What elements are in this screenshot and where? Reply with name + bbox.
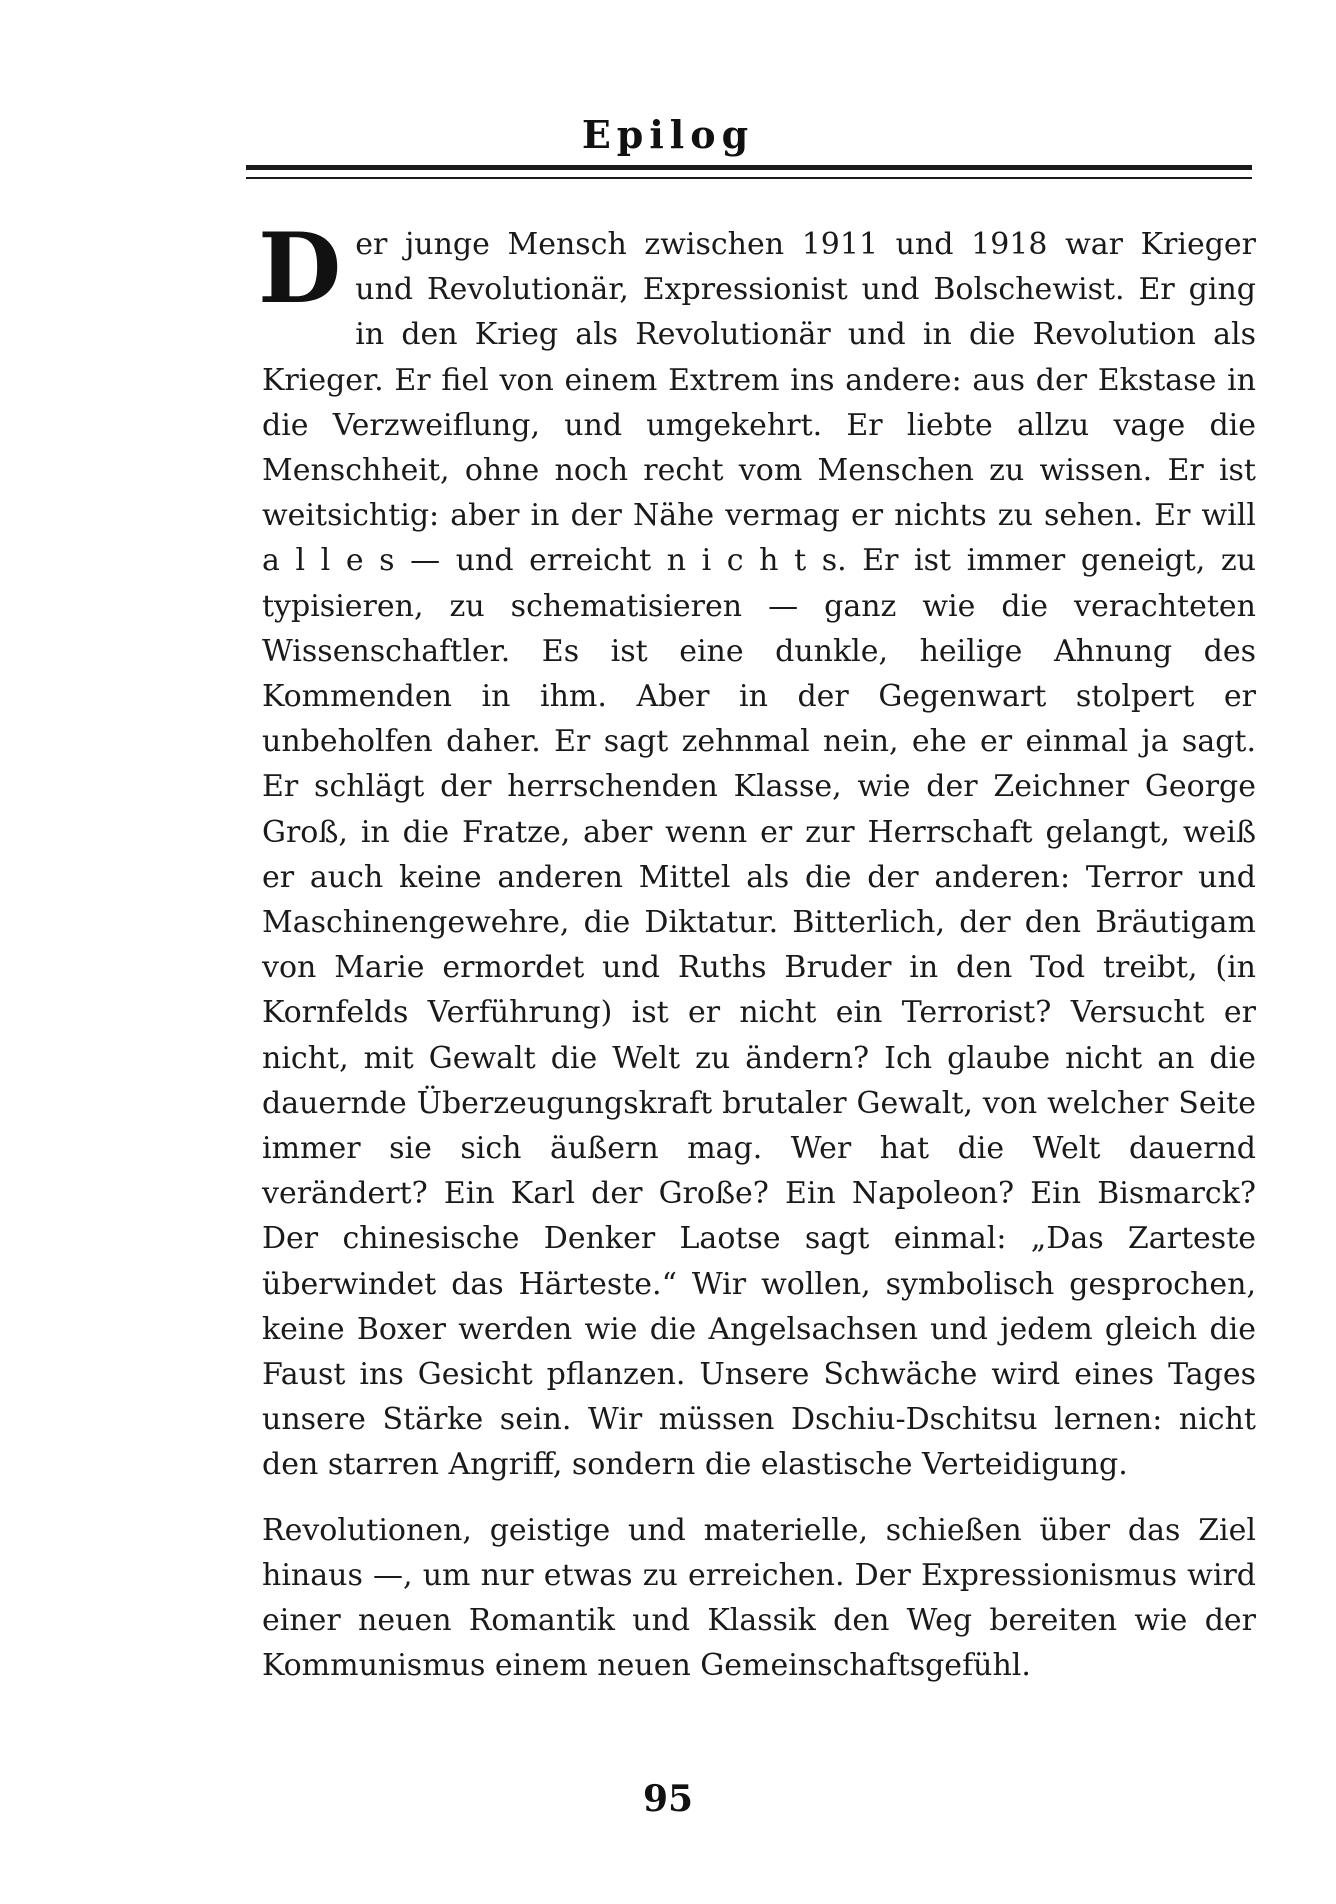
- paragraph-2-text: Revolutionen, geistige und materielle, schießen über das Ziel hinaus —, um nur etwas zu erreichen. Der Expressionismus wird einer neuen Romantik und Klassik den Weg bereiten wie der Kommunismus einem neuen Gemeinschaftsgefühl.: [262, 1512, 1256, 1684]
- paragraph-1-text: er junge Mensch zwischen 1911 und 1918 war Krieger und Revolutionär, Expressionist und Bolschewist. Er ging in den Krieg als Revolutionär und in die Revolution als Krieger. Er fiel von einem Extrem ins andere: aus der Ekstase in die Verzweiflung, und umgekehrt. Er liebte allzu vage die Menschheit, ohne noch recht vom Menschen zu wissen. Er ist weitsichtig: aber in der Nähe vermag er nichts zu sehen. Er will a l l e s — und erreicht n i c h t s. Er ist immer geneigt, zu typisieren, zu schematisieren — ganz wie die verachteten Wissenschaftler. Es ist eine dunkle, heilige Ahnung des Kommenden in ihm. Aber in der Gegenwart stolpert er unbeholfen daher. Er sagt zehnmal nein, ehe er einmal ja sagt. Er schlägt der herrschenden Klasse, wie der Zeichner George Groß, in die Fratze, aber wenn er zur Herrschaft gelangt, weiß er auch keine anderen Mittel als die der anderen: Terror und Maschinengewehre, die Diktatur. Bitterlich, der den Bräutigam von Marie ermordet und Ruths Bruder in den Tod treibt, (in Kornfelds Verführung) ist er nicht ein Terrorist? Versucht er nicht, mit Gewalt die Welt zu ändern? Ich glaube nicht an die dauernde Überzeugungskraft brutaler Gewalt, von welcher Seite immer sie sich äußern mag. Wer hat die Welt dauernd verändert? Ein Karl der Große? Ein Napoleon? Ein Bismarck? Der chinesische Denker Laotse sagt einmal: „Das Zarteste überwindet das Härteste.“ Wir wollen, symbolisch gesprochen, keine Boxer werden wie die Angelsachsen und jedem gleich die Faust ins Gesicht pflanzen. Unsere Schwäche wird eines Tages unsere Stärke sein. Wir müssen Dschiu-Dschitsu lernen: nicht den starren Angriff, sondern die elastische Verteidigung.: [262, 227, 1256, 1483]
- page-number: 95: [642, 1778, 694, 1820]
- header-rule-thick: [246, 165, 1252, 170]
- drop-cap: D: [258, 212, 342, 325]
- chapter-title: Epilog: [581, 112, 755, 157]
- paragraph-2: [262, 1508, 1256, 1689]
- body-text: [258, 212, 1256, 1689]
- paragraph-1: [258, 212, 1256, 1488]
- header-rule-thin: [246, 177, 1252, 179]
